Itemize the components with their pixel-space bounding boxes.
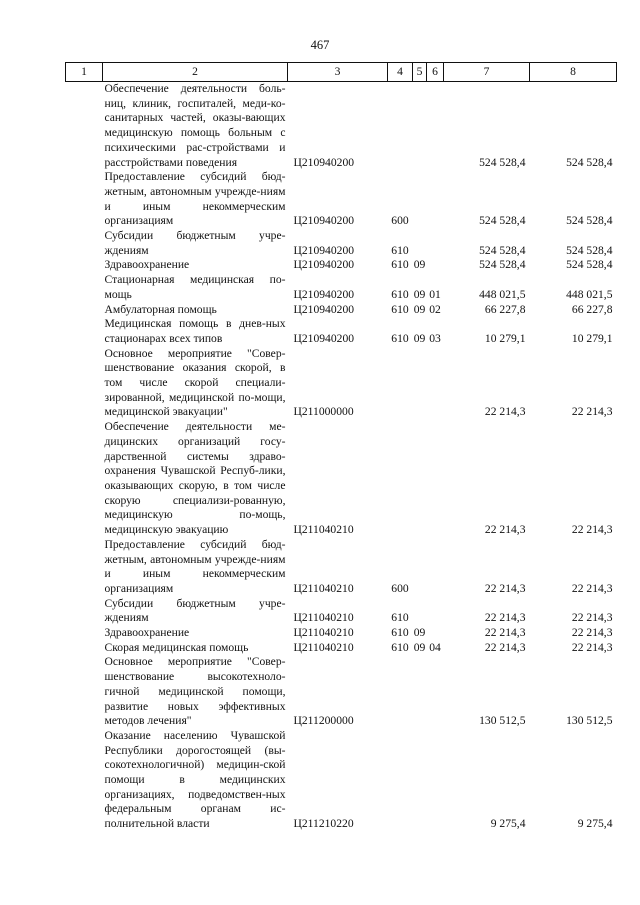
amount-year1-cell: 524 528,4 (479, 243, 526, 257)
target-code-cell: Ц211040210 (293, 640, 354, 654)
section-cell: 09 (413, 302, 426, 316)
section-cell: 09 (413, 640, 426, 654)
table-row (66, 258, 617, 273)
subsection-cell: 02 (429, 302, 441, 316)
subsection-cell (427, 258, 444, 273)
subsection-cell (427, 420, 444, 538)
amount-year1-cell: 22 214,3 (484, 640, 526, 654)
budget-table (65, 62, 617, 832)
row-name-cell: Медицинская помощь в днев-ных стационарах всех типов (104, 317, 286, 345)
table-row (66, 170, 617, 229)
section-cell (413, 597, 427, 626)
expense-type-cell: 610 (391, 287, 409, 301)
expense-type-cell (388, 655, 413, 729)
table-row (66, 655, 617, 729)
expense-type-cell: 610 (391, 331, 409, 345)
target-code-cell: Ц211040210 (293, 581, 354, 595)
target-code-cell: Ц210940200 (293, 243, 355, 257)
table-row (66, 729, 617, 832)
target-code-cell: Ц210940200 (293, 287, 355, 301)
row-number-cell (66, 347, 103, 421)
amount-year2-cell: 22 214,3 (571, 626, 613, 640)
header-row (66, 63, 617, 82)
amount-year2-cell: 524 528,4 (566, 258, 613, 272)
row-number-cell (66, 229, 103, 258)
amount-year1-cell: 524 528,4 (479, 258, 526, 272)
table-row (66, 641, 617, 656)
row-number-cell (66, 641, 103, 656)
expense-type-cell: 610 (391, 626, 409, 640)
amount-year2-cell: 10 279,1 (571, 331, 613, 345)
column-header-4: 4 (388, 63, 413, 82)
amount-year1-cell: 448 021,5 (479, 287, 526, 301)
amount-year2-cell: 448 021,5 (566, 287, 613, 301)
row-name-cell: Обеспечение деятельности ме-дицинских организаций госу-дарственной системы здраво-охранения Чувашской Респуб-лики, оказывающих скорую, в том числе скорую специализи-рованную, медицинскую по-мощь, медицинскую эвакуацию (104, 420, 286, 537)
target-code-cell: Ц210940200 (293, 214, 355, 228)
target-code-cell: Ц211040210 (293, 611, 354, 625)
section-cell: 09 (413, 258, 426, 272)
amount-year2-cell: 66 227,8 (571, 302, 613, 316)
section-cell: 09 (413, 287, 426, 301)
amount-year2-cell: 9 275,4 (577, 817, 613, 831)
section-cell: 09 (413, 331, 426, 345)
row-name-cell: Здравоохранение (104, 258, 190, 272)
table-row (66, 538, 617, 597)
section-cell (413, 729, 427, 832)
row-name-cell: Обеспечение деятельности боль-ниц, клиник, госпиталей, меди-ко-санитарных частей, оказы-вающих медицинскую помощь больным с психическими рас-стройствами и расстройствами поведения (104, 82, 286, 169)
expense-type-cell: 610 (391, 611, 409, 625)
target-code-cell: Ц211210220 (293, 817, 354, 831)
row-name-cell: Оказание населению Чувашской Республики дорогостоящей (вы-сокотехнологичной) медицин-ской помощи в медицинских организациях, подведомствен-ных федеральным органам ис-полнительной власти (104, 728, 286, 831)
table-row (66, 420, 617, 538)
subsection-cell: 04 (429, 640, 441, 654)
row-name-cell: Скорая медицинская помощь (104, 640, 249, 654)
section-cell (413, 347, 427, 421)
amount-year1-cell: 9 275,4 (490, 817, 526, 831)
amount-year2-cell: 130 512,5 (566, 714, 613, 728)
table-row (66, 317, 617, 346)
row-number-cell (66, 655, 103, 729)
section-cell: 09 (413, 626, 426, 640)
row-number-cell (66, 597, 103, 626)
row-name-cell: Субсидии бюджетным учре-ждениям (104, 229, 286, 257)
section-cell (413, 538, 427, 597)
target-code-cell: Ц211040210 (293, 626, 354, 640)
table-header (66, 63, 617, 82)
subsection-cell: 01 (429, 287, 441, 301)
expense-type-cell: 600 (391, 214, 409, 228)
subsection-cell (427, 538, 444, 597)
subsection-cell (427, 82, 444, 171)
column-header-2: 2 (103, 63, 288, 82)
amount-year2-cell: 22 214,3 (571, 611, 613, 625)
expense-type-cell (388, 82, 413, 171)
amount-year1-cell: 22 214,3 (484, 626, 526, 640)
target-code-cell: Ц211040210 (293, 523, 354, 537)
section-cell (413, 170, 427, 229)
section-cell (413, 655, 427, 729)
table-row (66, 229, 617, 258)
amount-year1-cell: 10 279,1 (484, 331, 526, 345)
row-name-cell: Основное мероприятие "Совер-шенствование высокотехноло-гичной медицинской помощи, развитие новых эффективных методов лечения" (104, 655, 286, 728)
expense-type-cell (388, 729, 413, 832)
expense-type-cell: 610 (391, 640, 409, 654)
row-number-cell (66, 258, 103, 273)
section-cell (413, 420, 427, 538)
amount-year2-cell: 22 214,3 (571, 523, 613, 537)
table-row (66, 626, 617, 641)
row-number-cell (66, 82, 103, 171)
expense-type-cell: 610 (391, 258, 409, 272)
page-number: 467 (310, 38, 330, 52)
row-name-cell: Предоставление субсидий бюд-жетным, автономным учрежде-ниям и иным некоммерческим организациям (104, 170, 286, 228)
expense-type-cell (388, 420, 413, 538)
amount-year1-cell: 130 512,5 (479, 714, 526, 728)
column-header-7: 7 (444, 63, 530, 82)
expense-type-cell: 610 (391, 243, 409, 257)
row-number-cell (66, 538, 103, 597)
expense-type-cell: 610 (391, 302, 409, 316)
subsection-cell (427, 347, 444, 421)
table-row (66, 347, 617, 421)
row-name-cell: Основное мероприятие "Совер-шенствование оказания скорой, в том числе скорой специали-зированной, медицинской по-мощи, медицинской эвакуации" (104, 346, 286, 419)
subsection-cell (427, 626, 444, 641)
target-code-cell: Ц211000000 (293, 405, 354, 419)
amount-year2-cell: 524 528,4 (566, 243, 613, 257)
amount-year2-cell: 22 214,3 (571, 640, 613, 654)
table-row (66, 82, 617, 171)
amount-year1-cell: 524 528,4 (479, 214, 526, 228)
amount-year1-cell: 524 528,4 (479, 155, 526, 169)
subsection-cell (427, 597, 444, 626)
expense-type-cell: 600 (391, 581, 409, 595)
amount-year2-cell: 22 214,3 (571, 405, 613, 419)
row-name-cell: Здравоохранение (104, 626, 190, 640)
row-name-cell: Стационарная медицинская по-мощь (104, 273, 286, 301)
target-code-cell: Ц210940200 (293, 302, 355, 316)
table-body (66, 82, 617, 832)
table-row (66, 597, 617, 626)
table-row (66, 303, 617, 318)
row-number-cell (66, 729, 103, 832)
row-name-cell: Предоставление субсидий бюд-жетным, автономным учрежде-ниям и иным некоммерческим организациям (104, 537, 286, 595)
expense-type-cell (388, 347, 413, 421)
subsection-cell: 03 (429, 331, 441, 345)
target-code-cell: Ц210940200 (293, 331, 355, 345)
section-cell (413, 82, 427, 171)
amount-year1-cell: 22 214,3 (484, 405, 526, 419)
subsection-cell (427, 229, 444, 258)
amount-year1-cell: 66 227,8 (484, 302, 526, 316)
row-number-cell (66, 170, 103, 229)
target-code-cell: Ц210940200 (293, 258, 355, 272)
row-number-cell (66, 626, 103, 641)
amount-year1-cell: 22 214,3 (484, 611, 526, 625)
amount-year1-cell: 22 214,3 (484, 581, 526, 595)
row-number-cell (66, 273, 103, 302)
column-header-5: 5 (413, 63, 427, 82)
row-number-cell (66, 317, 103, 346)
row-number-cell (66, 420, 103, 538)
target-code-cell: Ц211200000 (293, 714, 354, 728)
target-code-cell: Ц210940200 (293, 155, 355, 169)
column-header-1: 1 (66, 63, 103, 82)
row-name-cell: Амбулаторная помощь (104, 302, 217, 316)
row-name-cell: Субсидии бюджетным учре-ждениям (104, 596, 286, 625)
amount-year2-cell: 524 528,4 (566, 214, 613, 228)
row-number-cell (66, 303, 103, 318)
subsection-cell (427, 655, 444, 729)
column-header-6: 6 (427, 63, 444, 82)
amount-year2-cell: 22 214,3 (571, 581, 613, 595)
section-cell (413, 229, 427, 258)
amount-year2-cell: 524 528,4 (566, 155, 613, 169)
subsection-cell (427, 729, 444, 832)
subsection-cell (427, 170, 444, 229)
column-header-3: 3 (288, 63, 388, 82)
column-header-8: 8 (530, 63, 617, 82)
amount-year1-cell: 22 214,3 (484, 523, 526, 537)
table-row (66, 273, 617, 302)
